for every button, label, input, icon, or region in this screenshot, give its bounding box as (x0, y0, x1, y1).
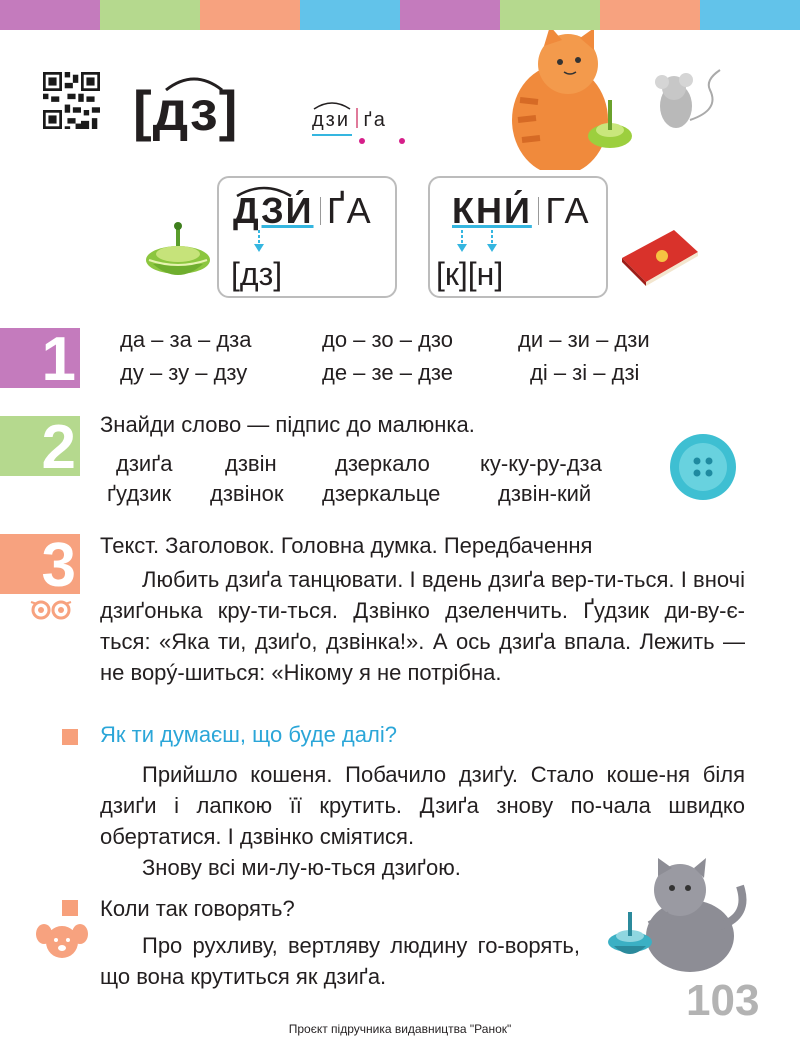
book-icon (618, 228, 700, 286)
word-item: дзвін (225, 451, 277, 476)
question-text: Як ти думаєш, що буде далі? (100, 722, 397, 747)
spinning-top-icon (143, 222, 213, 288)
color-stripe-segment (0, 0, 100, 30)
transcription: [дз] (231, 256, 283, 292)
color-stripe-segment (100, 0, 200, 30)
exercise-number: 2 (0, 416, 80, 476)
color-stripe-segment (600, 0, 700, 30)
word-card-dzyga: ДЗИ́ ҐА [дз] (217, 176, 397, 298)
syllable-row: ді – зі – дзі (530, 360, 640, 385)
section-heading: Текст. Заголовок. Головна думка. Передбачення (100, 533, 593, 558)
bullet-square (62, 729, 78, 745)
story-paragraph: Прийшло кошеня. Побачило дзиґу. Стало коше-ня біля дзиґи і лапкою її крутить. Дзиґа знову по-чала швидко обертатися. І дзвінко сміятися. (100, 762, 745, 849)
syllable-row: де – зе – дзе (322, 360, 453, 385)
syllable-row: до – зо – дзо (322, 327, 453, 352)
color-stripe-segment (400, 0, 500, 30)
owl-glasses-icon (29, 600, 73, 620)
transcription: [к][н] (436, 256, 504, 292)
task-text: Знайди слово — підпис до малюнка. (100, 412, 475, 437)
word-item: дзеркальце (322, 481, 441, 506)
bullet-square (62, 900, 78, 916)
syllable-scheme: дзи ґа (312, 108, 387, 132)
story-paragraph: Про рухливу, вертляву людину го-ворять, що вона крутиться як дзиґа. (100, 933, 580, 989)
dog-face-icon (36, 920, 88, 960)
button-icon (668, 432, 738, 502)
arrow-down-icon (486, 230, 498, 254)
qr-code-icon (43, 72, 100, 129)
word-item: дзиґа (116, 451, 173, 476)
syllable-row: ди – зи – дзи (518, 327, 650, 352)
sound-heading: [дз] (133, 79, 239, 142)
word-item: дзвін-кий (498, 481, 592, 506)
arrow-down-icon (253, 230, 265, 254)
exercise-number: 3 (0, 534, 80, 594)
story-paragraph: Знову всі ми-лу-ю-ться дзиґою. (142, 855, 461, 880)
color-stripe-segment (500, 0, 600, 30)
word-item: дзеркало (335, 451, 430, 476)
cat-with-spinning-top-illustration (600, 856, 750, 976)
word-card-knyga: КНИ́ ГА [к][н] (428, 176, 608, 298)
syllable-row: ду – зу – дзу (120, 360, 248, 385)
color-stripe-segment (300, 0, 400, 30)
question-text: Коли так говорять? (100, 896, 295, 921)
arrow-down-icon (456, 230, 468, 254)
word-item: ґудзик (107, 481, 172, 506)
syllable-row: да – за – дза (120, 327, 252, 352)
color-stripe (0, 0, 800, 30)
page-number: 103 (686, 976, 760, 1025)
footer-text: Проєкт підручника видавництва "Ранок" (288, 1022, 512, 1036)
exercise-number: 1 (0, 328, 80, 388)
story-paragraph: Любить дзиґа танцювати. І вдень дзиґа вер-ти-ться. І вночі дзиґонька кру-ти-ться. Дзвінко дзеленчить. Ґудзик ди-ву-є-ться: «Яка ти, дзиґо, дзвінка!». А ось дзиґа впала. Лежить — не ворý-шиться: «Нікому я не потрібна. (100, 567, 745, 685)
color-stripe-segment (200, 0, 300, 30)
word-item: ку-ку-ру-дза (480, 451, 602, 476)
word-item: дзвінок (210, 481, 284, 506)
cat-and-mouse-illustration (480, 30, 730, 170)
color-stripe-segment (700, 0, 800, 30)
